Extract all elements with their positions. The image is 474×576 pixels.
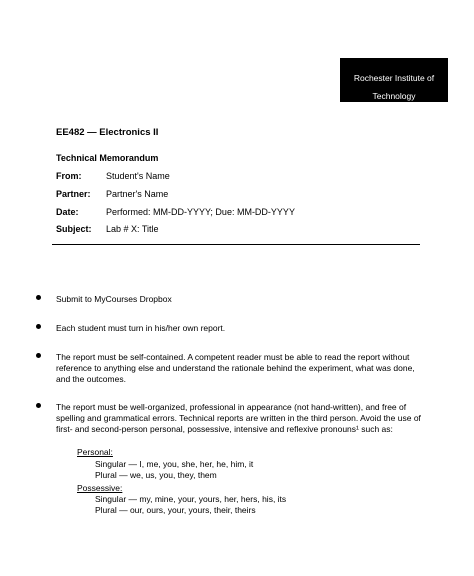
bullet-self-contained: The report must be self-contained. A competent reader must be able to read the report without reference to anything else and understand the rationale behind the experiment, what was done, and the outcomes. — [56, 352, 415, 384]
personal-plural: Plural — we, us, you, they, them — [95, 470, 217, 480]
bullet-well-organized: The report must be well-organized, professional in appearance (not hand-written), and free of spelling and grammatical errors. Technical reports are written in the third person. Avoid the use of first- and second-person personal, possessive, intensive and reflexive pronouns¹ such as: — [56, 402, 421, 434]
possessive-plural: Plural — our, ours, your, yours, their, theirs — [95, 505, 256, 515]
bullet-icon — [36, 403, 41, 408]
field-label-partner: Partner: — [56, 189, 91, 199]
bullet-icon — [36, 295, 41, 300]
logo-line-1: Rochester Institute of — [353, 73, 435, 83]
field-label-date: Date: — [56, 207, 79, 217]
bullet-icon — [36, 353, 41, 358]
field-value-from: Student's Name — [106, 171, 170, 181]
header-divider — [52, 244, 420, 245]
field-value-date: Performed: MM-DD-YYYY; Due: MM-DD-YYYY — [106, 207, 295, 217]
bullet-submit: Submit to MyCourses Dropbox — [56, 294, 172, 304]
logo-line-2: Technology — [372, 91, 416, 101]
field-value-subject: Lab # X: Title — [106, 224, 159, 234]
bullet-own-report: Each student must turn in his/her own report. — [56, 323, 226, 333]
possessive-singular: Singular — my, mine, your, yours, her, hers, his, its — [95, 494, 287, 504]
course-title: EE482 — Electronics II — [56, 127, 159, 138]
field-value-partner: Partner's Name — [106, 189, 169, 199]
field-label-subject: Subject: — [56, 224, 92, 234]
memo-title: Technical Memorandum — [56, 153, 159, 163]
field-label-from: From: — [56, 171, 82, 181]
bullet-icon — [36, 324, 41, 329]
institution-logo-box — [340, 58, 448, 102]
personal-heading: Personal: — [77, 447, 113, 457]
personal-singular: Singular — I, me, you, she, her, he, him, it — [95, 459, 254, 469]
possessive-heading: Possessive: — [77, 483, 123, 493]
